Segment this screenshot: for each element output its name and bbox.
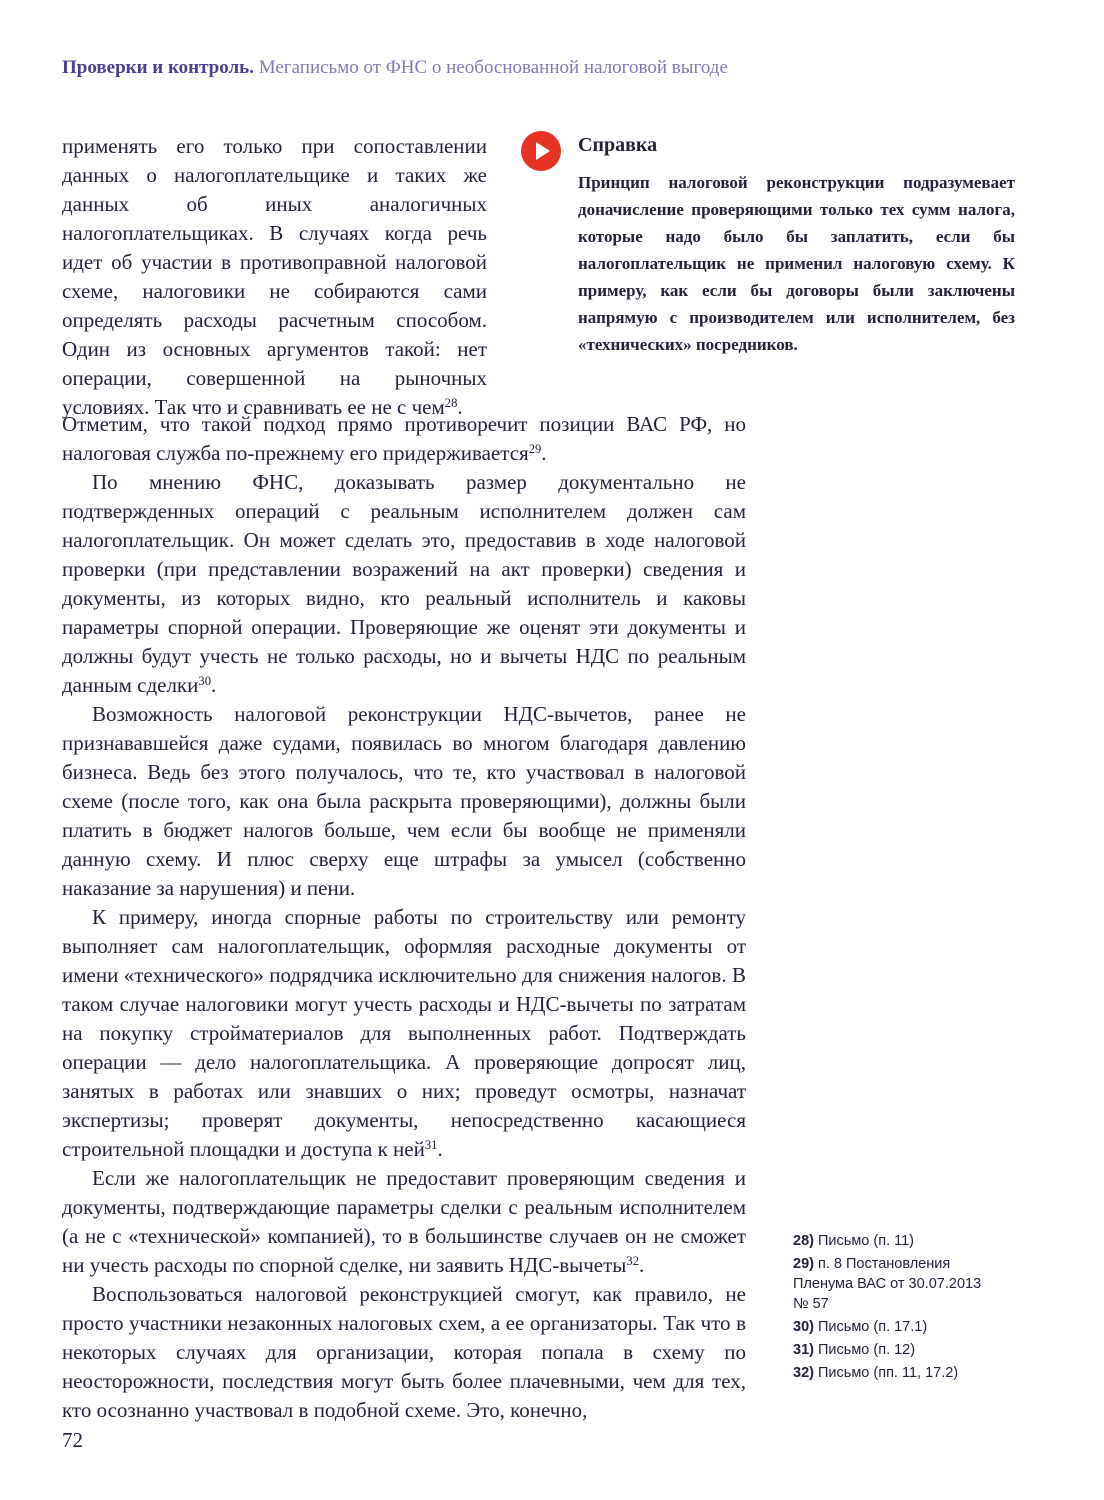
page-header [62, 56, 1064, 80]
footnote [793, 1317, 993, 1337]
paragraph [62, 903, 746, 1164]
footnote-ref: 31 [424, 1138, 438, 1153]
footnotes-list [793, 1231, 993, 1386]
paragraph [62, 1164, 746, 1280]
play-icon [521, 131, 561, 171]
paragraph-text: По мнению ФНС, доказывать размер документально не подтвержденных операций с реальным исполнителем должен сам налогоплательщик. Он может сделать это, предоставив в ходе налоговой проверки (при представлении возражений на акт проверки) сведения и документы, из которых видно, кто реальный исполнитель и каковы параметры спорной операции. Проверяющие же оценят эти документы и должны будут учесть не только расходы, но и вычеты НДС по реальным данным сделки [62, 470, 746, 697]
paragraph [62, 468, 746, 700]
footnote-text: Письмо (п. 11) [813, 1233, 915, 1249]
header-section-title: Проверки и контроль. [62, 57, 254, 78]
sidebar-title: Справка [578, 134, 658, 156]
intro-text: применять его только при сопоставлении данных о налогоплательщике и таких же данных об иных аналогичных налогоплательщиках. В случаях когда речь идет об участии в противоправной налоговой схеме, налоговики не собираются сами определять расходы расчетным способом. Один из основных аргументов такой: нет операции, совершенной на рыночных условиях. Так что и сравнивать ее не с чем [62, 134, 487, 419]
footnote [793, 1231, 993, 1251]
paragraph [62, 1280, 746, 1425]
footnote-number: 30) [793, 1319, 814, 1335]
footnote-text: Письмо (пп. 11, 17.2) [813, 1365, 959, 1381]
footnote-ref: 32 [626, 1254, 639, 1269]
intro-text-end: . [457, 395, 463, 419]
intro-column [62, 132, 487, 422]
footnote-text: Письмо (п. 12) [813, 1342, 916, 1358]
sidebar-body: Принцип налоговой реконструкции подразумевает доначисление проверяющими только тех сумм налога, которые надо было бы заплатить, если бы налогоплательщик не применил налоговую схему. К примеру, как если бы договоры были заключены напрямую с производителем или исполнителем, без «технических» посредников. [578, 173, 1015, 354]
paragraph-text-end: . [541, 441, 547, 465]
header-article-title: Мегаписьмо от ФНС о необоснованной налоговой выгоде [253, 57, 728, 78]
intro-paragraph [62, 132, 487, 422]
footnote-ref: 28 [444, 396, 458, 411]
footnote-ref: 30 [198, 674, 211, 689]
footnote-number: 28) [793, 1233, 814, 1249]
footnote-text: п. 8 Постановления Пленума ВАС от 30.07.2013 № 57 [793, 1256, 982, 1312]
paragraph-text: Возможность налоговой реконструкции НДС-вычетов, ранее не признававшейся даже судами, появилась во многом благодаря давлению бизнеса. Ведь без этого получалось, что те, кто участвовал в налоговой схеме (после того, как она была раскрыта проверяющими), должны были платить в бюджет налогов больше, чем если бы вообще не применяли данную схему. И плюс сверху еще штрафы за умысел (собственно наказание за нарушения) и пени. [62, 702, 746, 900]
footnote-ref: 29 [528, 442, 542, 457]
sidebar-content [578, 134, 1015, 358]
footnote [793, 1254, 993, 1314]
paragraph [62, 700, 746, 903]
page-number: 72 [62, 1428, 83, 1452]
footnote-number: 29) [793, 1256, 814, 1272]
footnote-number: 31) [793, 1342, 814, 1358]
article-body [62, 410, 746, 1425]
paragraph-text-end: . [210, 673, 217, 697]
paragraph-text: Отметим, что такой подход прямо противоречит позиции ВАС РФ, но налоговая служба по-прежнему его придерживается [62, 412, 746, 465]
footnote-number: 32) [793, 1365, 814, 1381]
paragraph [62, 410, 746, 468]
paragraph-text: Воспользоваться налоговой реконструкцией смогут, как правило, не просто участники незаконных налоговых схем, а ее организаторы. Так что в некоторых случаях для организации, которая попала в схему по неосторожности, последствия могут быть более плачевными, чем для тех, кто осознанно участвовал в подобной схеме. Это, конечно, [62, 1282, 746, 1422]
paragraph-text: Если же налогоплательщик не предоставит проверяющим сведения и документы, подтверждающие параметры сделки с реальным исполнителем (а не с «технической» компанией), то в большинстве случаев он не сможет ни учесть расходы по спорной сделке, ни заявить НДС-вычеты [62, 1166, 746, 1277]
paragraph-text-end: . [437, 1137, 443, 1161]
footnote [793, 1340, 993, 1360]
footnote-text: Письмо (п. 17.1) [813, 1319, 928, 1335]
footnote [793, 1363, 993, 1383]
paragraph-text-end: . [638, 1253, 645, 1277]
reference-sidebar [521, 128, 1015, 358]
paragraph-text: К примеру, иногда спорные работы по строительству или ремонту выполняет сам налогоплательщик, оформляя расходные документы от имени «технического» подрядчика исключительно для снижения налогов. В таком случае налоговики могут учесть расходы и НДС-вычеты по затратам на покупку стройматериалов для выполненных работ. Подтверждать операции — дело налогоплательщика. А проверяющие допросят лиц, занятых в работах или знавших о них; проведут осмотры, назначат экспертизы; проверят документы, непосредственно касающиеся строительной площадки и доступа к ней [62, 905, 746, 1161]
